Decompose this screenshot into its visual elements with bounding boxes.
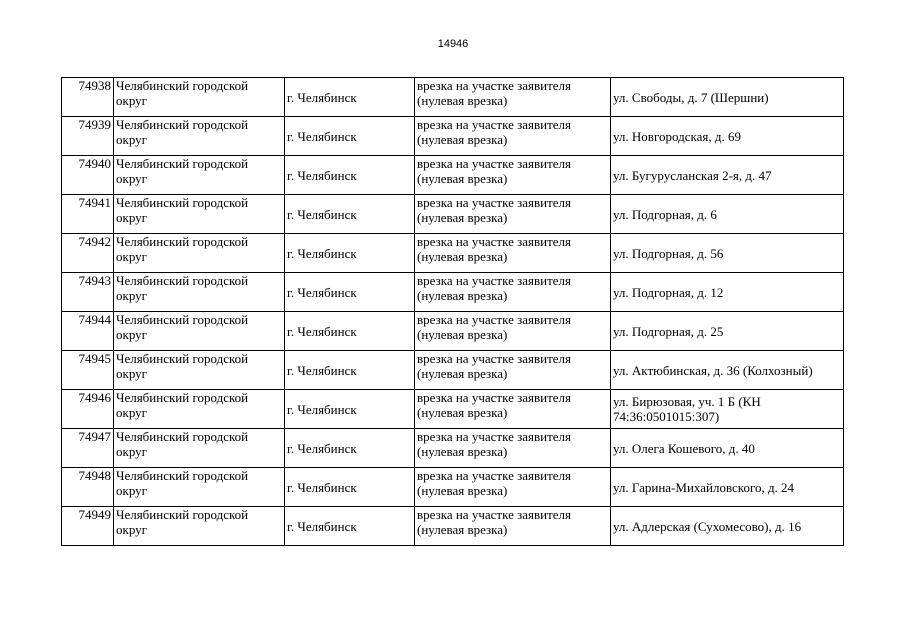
district-cell: Челябинский городской округ [114,429,285,468]
connection-type-cell: врезка на участке заявителя (нулевая врезка) [415,78,611,117]
table-row [62,429,844,468]
page-number: 14946 [437,38,469,50]
connection-type-cell: врезка на участке заявителя (нулевая врезка) [415,351,611,390]
table-row [62,351,844,390]
row-number: 74945 [62,351,114,390]
table-row [62,390,844,429]
district-cell: Челябинский городской округ [114,156,285,195]
city-cell: г. Челябинск [285,156,415,195]
registry-table [61,77,844,546]
address-cell: ул. Олега Кошевого, д. 40 [611,429,844,468]
address-cell: ул. Бирюзовая, уч. 1 Б (КН 74:36:0501015:307) [611,390,844,429]
district-cell: Челябинский городской округ [114,117,285,156]
district-cell: Челябинский городской округ [114,195,285,234]
connection-type-cell: врезка на участке заявителя (нулевая врезка) [415,273,611,312]
connection-type-cell: врезка на участке заявителя (нулевая врезка) [415,507,611,546]
district-cell: Челябинский городской округ [114,312,285,351]
row-number: 74947 [62,429,114,468]
address-cell: ул. Подгорная, д. 6 [611,195,844,234]
address-cell: ул. Новгородская, д. 69 [611,117,844,156]
address-cell: ул. Бугурусланская 2-я, д. 47 [611,156,844,195]
district-cell: Челябинский городской округ [114,507,285,546]
table-row [62,273,844,312]
table-row [62,156,844,195]
row-number: 74941 [62,195,114,234]
city-cell: г. Челябинск [285,351,415,390]
district-cell: Челябинский городской округ [114,390,285,429]
address-cell: ул. Подгорная, д. 56 [611,234,844,273]
row-number: 74938 [62,78,114,117]
address-cell: ул. Гарина-Михайловского, д. 24 [611,468,844,507]
row-number: 74944 [62,312,114,351]
city-cell: г. Челябинск [285,234,415,273]
city-cell: г. Челябинск [285,390,415,429]
connection-type-cell: врезка на участке заявителя (нулевая врезка) [415,117,611,156]
table-row [62,468,844,507]
table-row [62,195,844,234]
row-number: 74949 [62,507,114,546]
address-cell: ул. Подгорная, д. 12 [611,273,844,312]
district-cell: Челябинский городской округ [114,273,285,312]
registry-table-body [62,78,844,546]
address-cell: ул. Актюбинская, д. 36 (Колхозный) [611,351,844,390]
city-cell: г. Челябинск [285,78,415,117]
district-cell: Челябинский городской округ [114,78,285,117]
district-cell: Челябинский городской округ [114,351,285,390]
city-cell: г. Челябинск [285,312,415,351]
city-cell: г. Челябинск [285,429,415,468]
city-cell: г. Челябинск [285,468,415,507]
table-row [62,117,844,156]
table-row [62,507,844,546]
city-cell: г. Челябинск [285,507,415,546]
connection-type-cell: врезка на участке заявителя (нулевая врезка) [415,312,611,351]
row-number: 74942 [62,234,114,273]
city-cell: г. Челябинск [285,117,415,156]
city-cell: г. Челябинск [285,195,415,234]
connection-type-cell: врезка на участке заявителя (нулевая врезка) [415,390,611,429]
connection-type-cell: врезка на участке заявителя (нулевая врезка) [415,234,611,273]
connection-type-cell: врезка на участке заявителя (нулевая врезка) [415,195,611,234]
address-cell: ул. Свободы, д. 7 (Шершни) [611,78,844,117]
connection-type-cell: врезка на участке заявителя (нулевая врезка) [415,468,611,507]
connection-type-cell: врезка на участке заявителя (нулевая врезка) [415,429,611,468]
row-number: 74939 [62,117,114,156]
table-row [62,234,844,273]
table-row [62,312,844,351]
connection-type-cell: врезка на участке заявителя (нулевая врезка) [415,156,611,195]
row-number: 74948 [62,468,114,507]
city-cell: г. Челябинск [285,273,415,312]
row-number: 74943 [62,273,114,312]
address-cell: ул. Адлерская (Сухомесово), д. 16 [611,507,844,546]
row-number: 74946 [62,390,114,429]
district-cell: Челябинский городской округ [114,234,285,273]
row-number: 74940 [62,156,114,195]
table-row [62,78,844,117]
district-cell: Челябинский городской округ [114,468,285,507]
address-cell: ул. Подгорная, д. 25 [611,312,844,351]
